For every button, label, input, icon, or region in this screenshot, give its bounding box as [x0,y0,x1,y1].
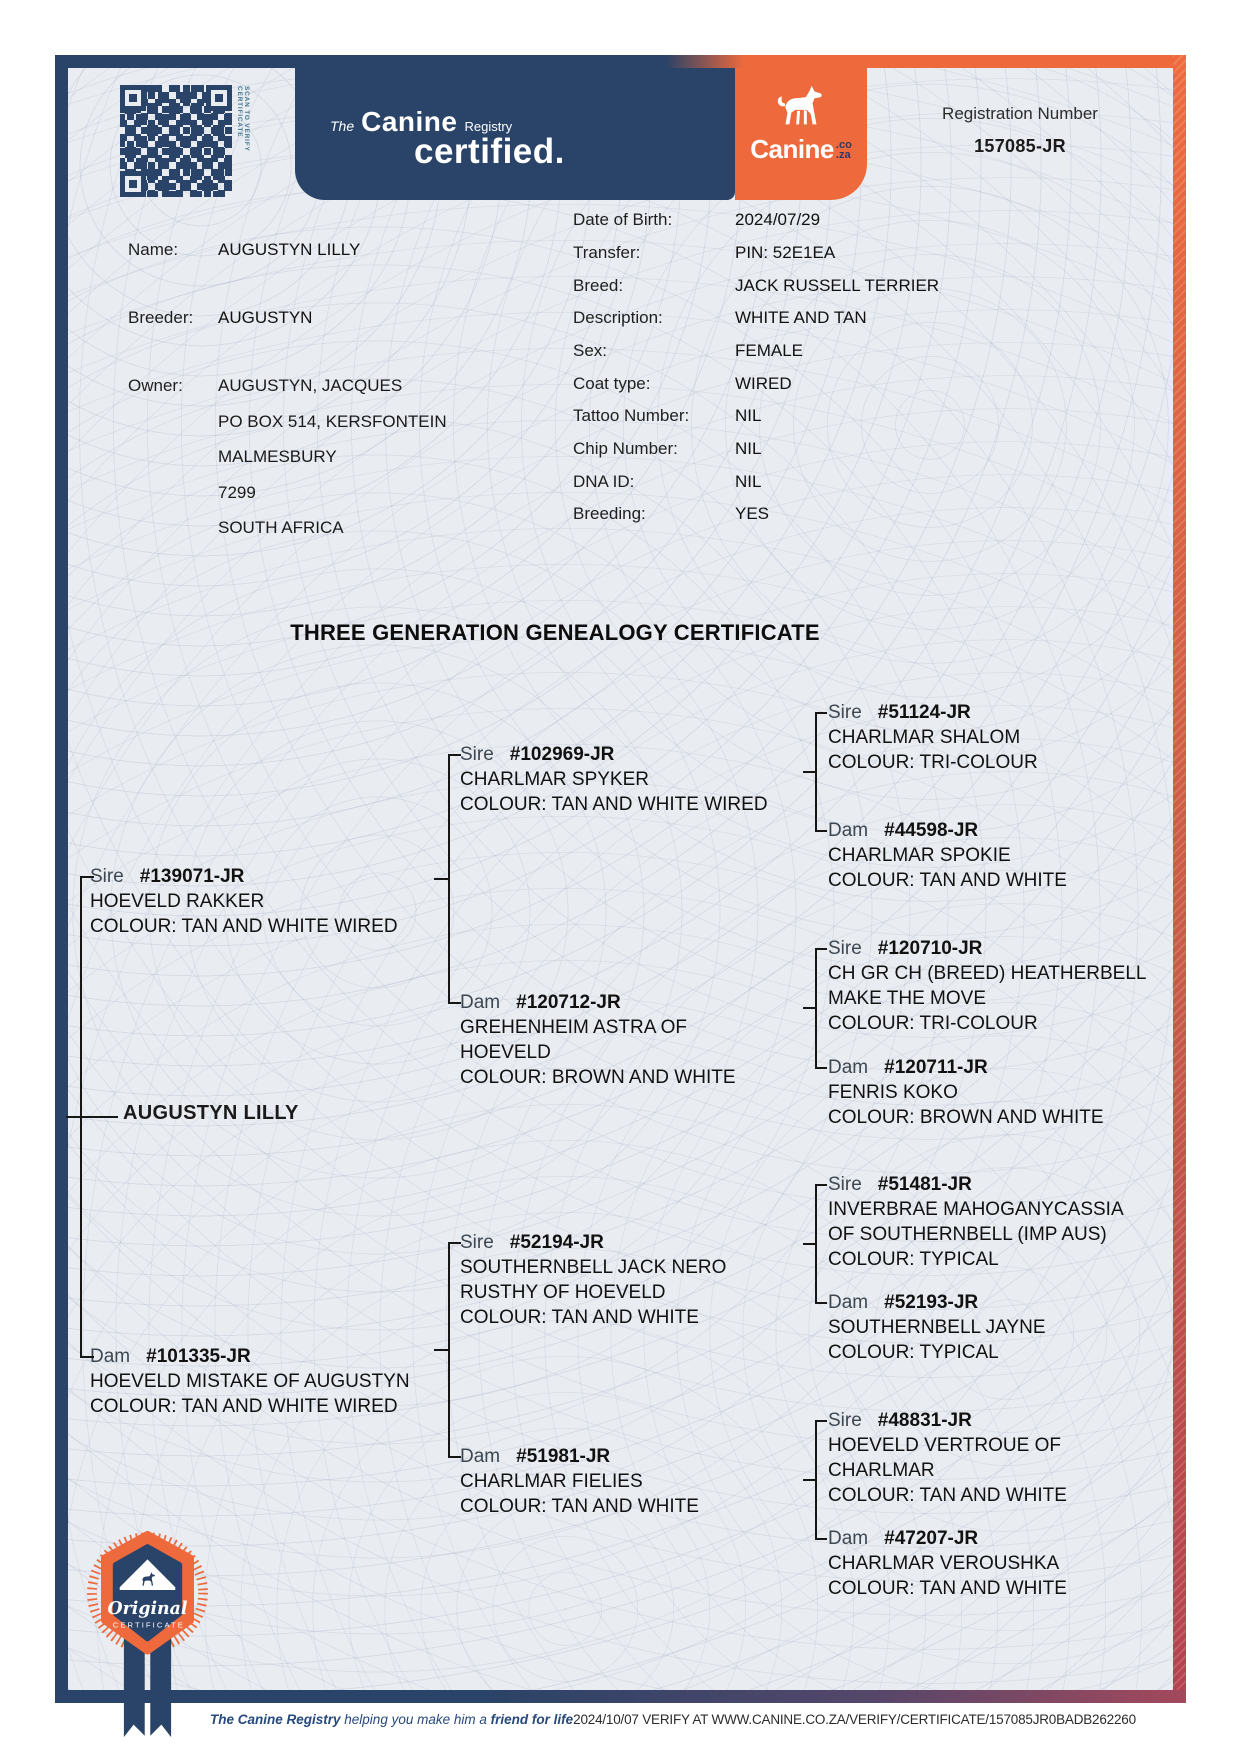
tree-line [815,1184,817,1304]
tree-line [66,1116,118,1118]
tree-line [448,1002,461,1004]
owner-row [128,376,447,554]
tree-line [815,1302,827,1304]
frame-top [55,55,1186,68]
pedigree-entry-dam [828,1526,1067,1601]
logo-za: .za [835,149,851,161]
footer-slogan-em: friend for life [490,1712,574,1727]
tree-line [815,712,817,832]
registration-id: #101335-JR [146,1346,251,1367]
chip-label: Chip Number: [573,439,678,458]
dog-name: HOEVELD RAKKER [90,891,265,912]
name-row [128,240,360,260]
dog-name: CH GR CH (BREED) HEATHERBELL [828,963,1147,984]
qr-finder-icon [120,171,146,197]
dog-colour: COLOUR: TAN AND WHITE [460,1307,699,1328]
dog-name: CHARLMAR VEROUSHKA [828,1553,1060,1574]
role-label: Dam [90,1346,131,1367]
footer-slogan: helping you make him a [340,1712,491,1727]
brand-certified: certified. [414,132,565,171]
dog-name: MAKE THE MOVE [828,988,987,1009]
dog-colour: COLOUR: TAN AND WHITE [828,1578,1067,1599]
owner-line: 7299 [218,482,256,502]
registration-id: #48831-JR [877,1410,972,1431]
dog-colour: COLOUR: BROWN AND WHITE [460,1067,736,1088]
tree-line [448,1456,461,1458]
tattoo-label: Tattoo Number: [573,406,690,425]
logo-wordmark [735,136,867,162]
breeding-label: Breeding: [573,504,646,523]
dog-name: HOEVELD [460,1042,551,1063]
tree-line [803,771,815,773]
pedigree-entry-dam [90,1344,410,1419]
owner-address [218,376,447,554]
logo-co: .co [835,139,852,151]
dog-name: RUSTHY OF HOEVELD [460,1282,666,1303]
dob-label: Date of Birth: [573,210,673,229]
name-label: Name: [128,240,179,259]
tree-line [80,1356,94,1358]
dog-name: CHARLMAR [828,1460,935,1481]
dog-colour: COLOUR: TYPICAL [828,1249,999,1270]
breeder-value: AUGUSTYN [218,308,313,327]
registration-id: #120710-JR [877,938,983,959]
pedigree-entry-dam [460,1444,699,1519]
dog-name: CHARLMAR FIELIES [460,1471,643,1492]
pedigree-entry-dam [828,1055,1104,1130]
role-label: Dam [828,820,869,841]
tree-line [434,878,448,880]
tree-line [448,1242,450,1458]
dog-name: HOEVELD MISTAKE OF AUGUSTYN [90,1371,410,1392]
dob-value: 2024/07/29 [735,210,821,229]
transfer-row [573,243,835,263]
role-label: Sire [828,702,862,723]
registration-id: #52193-JR [884,1292,979,1313]
tree-line [448,754,461,756]
dog-name: SOUTHERNBELL JAYNE [828,1317,1046,1338]
original-certificate-badge-icon [85,1515,210,1755]
pedigree-entry-dam [828,1290,1046,1365]
tree-line [815,1538,827,1540]
name-value: AUGUSTYN LILLY [218,240,361,259]
registration-id: #120712-JR [516,992,621,1013]
dog-name: CHARLMAR SHALOM [828,727,1021,748]
registration-id: #47207-JR [884,1528,979,1549]
tree-line [815,948,817,1069]
tree-line [448,1242,461,1244]
dog-name: CHARLMAR SPYKER [460,769,649,790]
registration-id: #102969-JR [509,744,615,765]
breeder-label: Breeder: [128,308,194,327]
dog-colour: COLOUR: TRI-COLOUR [828,1013,1038,1034]
dog-name: INVERBRAE MAHOGANYCASSIA [828,1199,1124,1220]
dna-value: NIL [735,472,762,491]
pedigree-entry-sire [828,936,1146,1036]
role-label: Dam [828,1057,869,1078]
role-label: Dam [828,1292,869,1313]
registration-id: #52194-JR [509,1232,604,1253]
breeding-row [573,504,769,524]
coat-row [573,374,792,394]
pedigree-entry-sire [460,742,768,817]
dog-name: FENRIS KOKO [828,1082,958,1103]
dog-logo-icon [772,84,830,133]
pedigree-entry-dam [828,818,1067,893]
qr-code-icon [120,85,232,197]
dog-colour: COLOUR: TAN AND WHITE [460,1496,699,1517]
owner-line: AUGUSTYN, JACQUES [218,376,403,395]
sex-label: Sex: [573,341,608,360]
frame-left [55,55,68,1703]
logo-tld [836,136,852,160]
role-label: Sire [828,938,862,959]
dog-name: OF SOUTHERNBELL (IMP AUS) [828,1224,1107,1245]
footer-line [210,1712,1136,1727]
frame-right [1173,55,1186,1703]
dog-colour: COLOUR: TAN AND WHITE WIRED [460,794,768,815]
dna-row [573,472,761,492]
dog-colour: COLOUR: TAN AND WHITE WIRED [90,916,398,937]
owner-line: MALMESBURY [218,447,337,466]
tree-line [815,1420,817,1540]
footer-brand: The Canine Registry [210,1712,341,1727]
owner-line: PO BOX 514, KERSFONTEIN [218,411,447,431]
registration-id: #139071-JR [139,866,245,887]
role-label: Dam [828,1528,869,1549]
logo-canine: Canine [750,134,834,164]
frame-bottom [55,1690,1186,1703]
registration-block [880,104,1160,157]
role-label: Dam [460,1446,501,1467]
role-label: Dam [460,992,501,1013]
registration-id: #51481-JR [877,1174,972,1195]
dog-name: HOEVELD VERTROUE OF [828,1435,1061,1456]
tree-line [803,1243,815,1245]
coat-label: Coat type: [573,374,651,393]
chip-row [573,439,761,459]
footer-verify-text: 2024/10/07 VERIFY AT WWW.CANINE.CO.ZA/VERIFY/CERTIFICATE/157085JR0BADB262260 [573,1712,1136,1727]
transfer-label: Transfer: [573,243,641,262]
brand-registry: Registry [464,119,513,134]
badge-script: Original [107,1599,188,1620]
registration-id: #120711-JR [884,1057,988,1078]
chip-value: NIL [735,439,762,458]
dna-label: DNA ID: [573,472,635,491]
breed-value: JACK RUSSELL TERRIER [735,276,940,295]
certificate-title: THREE GENERATION GENEALOGY CERTIFICATE [290,620,820,645]
dog-name: GREHENHEIM ASTRA OF [460,1017,687,1038]
tree-line [80,876,94,878]
transfer-value: PIN: 52E1EA [735,243,836,262]
coat-value: WIRED [735,374,792,393]
qr-finder-icon [206,85,232,111]
dog-name: SOUTHERNBELL JACK NERO [460,1257,727,1278]
dog-colour: COLOUR: TAN AND WHITE [828,870,1067,891]
role-label: Sire [460,744,494,765]
tree-line [815,1420,827,1422]
badge-caption: CERTIFICATE [112,1620,185,1630]
pedigree-entry-sire [90,864,398,939]
dog-colour: COLOUR: BROWN AND WHITE [828,1107,1104,1128]
sex-value: FEMALE [735,341,804,360]
tree-line [803,1007,815,1009]
breed-label: Breed: [573,276,624,295]
pedigree-entry-sire [460,1230,726,1330]
brand-the: The [330,118,355,134]
description-label: Description: [573,308,663,327]
pedigree-entry-dam [460,990,736,1090]
role-label: Sire [460,1232,494,1253]
qr-caption: SCAN TO VERIFY CERTIFICATE [236,86,250,152]
sex-row [573,341,803,361]
description-row [573,308,867,328]
description-value: WHITE AND TAN [735,308,867,327]
breed-row [573,276,939,296]
role-label: Sire [90,866,124,887]
tattoo-value: NIL [735,406,762,425]
brand-canine: Canine [361,106,458,137]
role-label: Sire [828,1410,862,1431]
registration-id: #51124-JR [877,702,971,723]
tree-line [448,754,450,1004]
qr-finder-icon [120,85,146,111]
pedigree-entry-sire [828,1172,1124,1272]
dog-colour: COLOUR: TAN AND WHITE WIRED [90,1396,398,1417]
breeding-value: YES [735,504,770,523]
pedigree-entry-sire [828,1408,1067,1508]
dog-colour: COLOUR: TAN AND WHITE [828,1485,1067,1506]
tree-line [815,712,827,714]
tree-line [803,1479,815,1481]
owner-line: SOUTH AFRICA [218,518,344,537]
registration-id: #51981-JR [516,1446,611,1467]
dob-row [573,210,820,230]
owner-label: Owner: [128,376,183,395]
tree-line [815,1184,827,1186]
tree-line [434,1349,448,1351]
pedigree-entry-sire [828,700,1038,775]
dog-colour: COLOUR: TYPICAL [828,1342,999,1363]
breeder-row [128,308,312,328]
registration-id: #44598-JR [884,820,979,841]
registration-number: 157085-JR [974,136,1066,156]
tree-line [815,1067,827,1069]
role-label: Sire [828,1174,862,1195]
dog-name: CHARLMAR SPOKIE [828,845,1011,866]
pedigree-subject: AUGUSTYN LILLY [123,1102,299,1124]
registration-label: Registration Number [942,104,1098,123]
dog-colour: COLOUR: TRI-COLOUR [828,752,1038,773]
tattoo-row [573,406,761,426]
tree-line [815,830,827,832]
tree-line [815,948,827,950]
